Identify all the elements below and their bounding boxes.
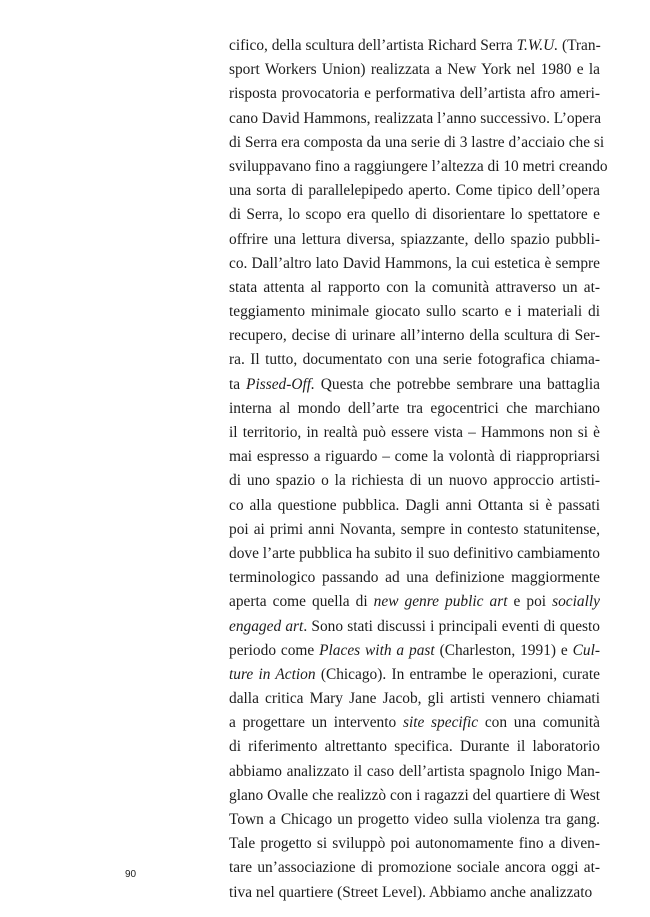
text-segment: dalla critica Mary Jane Jacob, gli artisti vennero chiamati [229,690,600,708]
italic-text: ture in Action [229,665,316,683]
text-segment: terminologico passando ad una definizione maggiormente [229,569,600,587]
text-segment: (Charleston, 1991) e [434,641,573,659]
text-line [229,34,600,58]
text-line [229,663,600,687]
text-segment: Questa che potrebbe sembrare una battaglia [314,375,600,393]
text-line [229,784,600,808]
text-line [229,856,600,880]
text-line [229,711,600,735]
text-line [229,397,600,421]
italic-text: site specific [402,714,479,732]
text-line [229,615,600,639]
text-segment: periodo come [229,641,320,659]
text-line [229,58,600,82]
text-segment: ta [229,375,247,393]
text-segment: dove l’arte pubblica ha subito il suo definitivo cambiamento [229,544,600,562]
text-segment: sport Workers Union) realizzata a New York nel 1980 e la [229,61,600,79]
text-segment: con una comunità [478,714,600,732]
text-segment: recupero, decise di urinare all’interno della scultura di Ser- [229,327,600,345]
text-line [229,735,600,759]
text-line [229,179,600,203]
text-line [229,590,600,614]
text-line [229,131,605,155]
text-line [229,348,600,372]
text-segment: una sorta di parallelepipedo aperto. Come tipico dell’opera [229,182,600,200]
body-text [229,34,608,905]
text-segment: di Serra, lo scopo era quello di disorientare lo spettatore e [229,206,600,224]
text-line [229,566,600,590]
text-segment: tare un’associazione di promozione sociale ancora oggi at- [229,859,600,877]
italic-text: Cul- [572,641,601,659]
text-line [229,518,600,542]
text-segment: stata attenta al rapporto con la comunità attraverso un at- [229,278,600,296]
italic-text: new genre public art [373,593,508,611]
text-segment: poi ai primi anni Novanta, sempre in contesto statunitense, [229,520,600,538]
text-segment: (Tran- [558,37,601,54]
text-segment: (Chicago). In entrambe le operazioni, curate [315,665,600,683]
text-line [229,542,600,566]
text-line [229,276,600,300]
text-segment: risposta provocatoria e performativa dell’artista afro ameri- [229,85,600,103]
text-segment: ra. Il tutto, documentato con una serie fotografica chiama- [229,351,600,369]
text-segment: di Serra era composta da una serie di 3 lastre d’acciaio che si [229,133,605,151]
text-line [229,881,600,905]
text-segment: mai espresso a riguardo – come la volontà di riappropriarsi [229,448,600,466]
text-segment: il territorio, in realtà può essere vista – Hammons non si è [229,424,600,441]
text-segment: co. Dall’altro lato David Hammons, la cui estetica è sempre [229,254,600,272]
text-segment: aperta come quella di [229,593,374,611]
text-segment: offrire una lettura diversa, spiazzante, dello spazio pubbli- [229,230,600,248]
text-line [229,300,600,324]
text-segment: glano Ovalle che realizzò con i ragazzi del quartiere di West [229,786,600,804]
text-segment: di uno spazio o la richiesta di un nuovo approccio artisti- [229,472,600,490]
text-segment: abbiamo analizzato il caso dell’artista spagnolo Inigo Man- [229,762,600,780]
text-line [229,421,600,445]
text-segment: a progettare un intervento [229,714,403,732]
text-segment: cano David Hammons, realizzata l’anno successivo. L’opera [229,109,602,127]
text-segment: teggiamento minimale giocato sullo scarto e i materiali di [229,303,600,321]
text-line [229,469,600,493]
text-segment: co alla questione pubblica. Dagli anni Ottanta si è passati [229,496,600,514]
italic-text: Places with a past [319,641,435,659]
text-segment: sviluppavano fino a raggiungere l’altezza di 10 metri creando [229,157,608,175]
text-line [229,82,600,106]
text-line [229,639,600,663]
text-segment: Town a Chicago un progetto video sulla violenza tra gang. [229,811,600,828]
text-segment: . Sono stati discussi i principali eventi di questo [303,617,600,635]
text-line [229,832,600,856]
text-segment: Tale progetto si sviluppò poi autonomamente fino a diven- [229,835,600,853]
text-segment: di riferimento altrettanto specifica. Durante il laboratorio [229,738,600,756]
text-line [229,155,608,179]
text-line [229,324,600,348]
text-segment: tiva nel quartiere (Street Level). Abbiamo anche analizzato [229,883,593,901]
italic-text: socially [552,593,600,611]
text-line [229,107,600,131]
text-segment: cifico, della scultura dell’artista Richard Serra [229,37,517,54]
text-line [229,373,600,397]
text-line [229,445,600,469]
text-line [229,228,600,252]
text-segment: interna al mondo dell’arte tra egocentrici che marchiano [229,399,600,417]
text-line [229,808,600,832]
italic-text: engaged art [229,617,304,635]
italic-text: T.W.U. [516,37,559,54]
text-line [229,203,600,227]
text-segment: e poi [507,593,553,611]
page-number: 90 [125,869,137,880]
text-line [229,687,600,711]
text-line [229,760,600,784]
text-line [229,494,600,518]
text-line [229,252,600,276]
italic-text: Pissed-Off. [246,375,315,393]
